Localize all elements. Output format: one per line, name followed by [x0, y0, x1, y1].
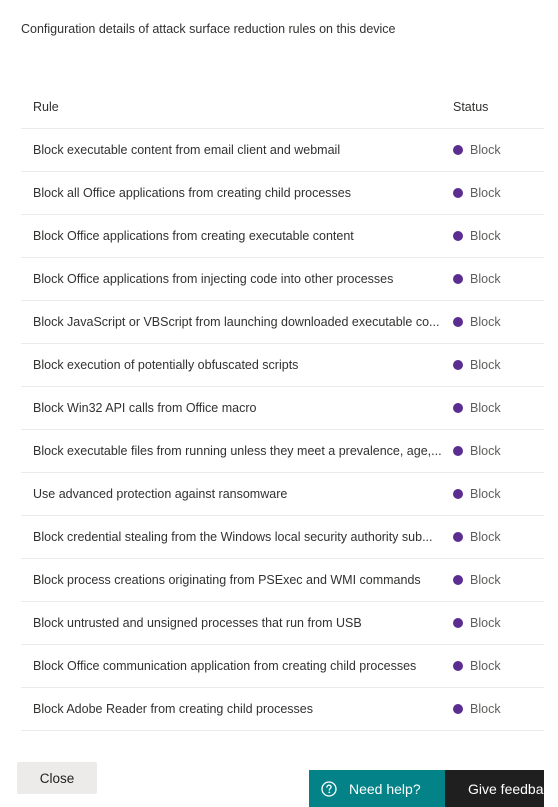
status-label: Block	[470, 401, 501, 415]
table-row[interactable]	[21, 301, 544, 344]
column-header-rule[interactable]: Rule	[33, 100, 59, 114]
rule-name-cell: Use advanced protection against ransomware	[33, 487, 288, 501]
status-label: Block	[470, 659, 501, 673]
table-row[interactable]	[21, 172, 544, 215]
table-row[interactable]	[21, 645, 544, 688]
status-dot-icon	[453, 446, 463, 456]
status-cell	[441, 659, 544, 673]
status-dot-icon	[453, 403, 463, 413]
status-cell	[441, 358, 544, 372]
table-row[interactable]	[21, 688, 544, 731]
rule-name-cell: Block executable content from email client and webmail	[33, 143, 341, 157]
status-label: Block	[470, 530, 501, 544]
rule-name-cell: Block Office applications from injecting code into other processes	[33, 272, 394, 286]
status-label: Block	[470, 702, 501, 716]
need-help-label: Need help?	[349, 780, 421, 797]
table-row[interactable]	[21, 602, 544, 645]
status-cell	[441, 272, 544, 286]
table-row[interactable]	[21, 258, 544, 301]
status-label: Block	[470, 315, 501, 329]
rule-name-cell: Block Office communication application from creating child processes	[33, 659, 417, 673]
column-header-status[interactable]: Status	[453, 100, 489, 114]
rule-name-cell: Block all Office applications from creating child processes	[33, 186, 351, 200]
status-dot-icon	[453, 274, 463, 284]
status-cell	[441, 573, 544, 587]
status-label: Block	[470, 143, 501, 157]
status-label: Block	[470, 272, 501, 286]
status-dot-icon	[453, 231, 463, 241]
status-cell	[441, 315, 544, 329]
rule-name-cell: Block JavaScript or VBScript from launching downloaded executable co...	[33, 315, 440, 329]
rule-name-cell: Block credential stealing from the Windows local security authority sub...	[33, 530, 433, 544]
rule-name-cell: Block process creations originating from PSExec and WMI commands	[33, 573, 421, 587]
asr-rules-table	[21, 86, 544, 731]
rule-name-cell: Block execution of potentially obfuscated scripts	[33, 358, 299, 372]
table-body	[21, 129, 544, 731]
table-row[interactable]	[21, 516, 544, 559]
rule-name-cell: Block Office applications from creating executable content	[33, 229, 354, 243]
close-button[interactable]: Close	[17, 762, 97, 794]
give-feedback-button[interactable]	[445, 770, 558, 807]
status-label: Block	[470, 358, 501, 372]
need-help-button[interactable]	[309, 770, 445, 807]
status-cell	[441, 702, 544, 716]
question-circle-icon	[321, 781, 337, 797]
status-dot-icon	[453, 532, 463, 542]
status-cell	[441, 530, 544, 544]
status-cell	[441, 143, 544, 157]
status-cell	[441, 487, 544, 501]
rule-name-cell: Block executable files from running unless they meet a prevalence, age,...	[33, 444, 442, 458]
status-dot-icon	[453, 575, 463, 585]
table-row[interactable]	[21, 473, 544, 516]
table-row[interactable]	[21, 559, 544, 602]
status-cell	[441, 229, 544, 243]
status-label: Block	[470, 186, 501, 200]
give-feedback-label: Give feedback	[468, 780, 558, 797]
status-dot-icon	[453, 618, 463, 628]
status-dot-icon	[453, 704, 463, 714]
rule-name-cell: Block Adobe Reader from creating child processes	[33, 702, 314, 716]
table-header	[21, 86, 544, 129]
status-label: Block	[470, 487, 501, 501]
rule-name-cell: Block Win32 API calls from Office macro	[33, 401, 257, 415]
status-cell	[441, 444, 544, 458]
status-label: Block	[470, 229, 501, 243]
status-cell	[441, 616, 544, 630]
status-dot-icon	[453, 661, 463, 671]
table-row[interactable]	[21, 344, 544, 387]
table-row[interactable]	[21, 215, 544, 258]
status-cell	[441, 186, 544, 200]
status-dot-icon	[453, 489, 463, 499]
status-dot-icon	[453, 317, 463, 327]
status-cell	[441, 401, 544, 415]
panel-description: Configuration details of attack surface reduction rules on this device	[21, 22, 396, 36]
table-row[interactable]	[21, 129, 544, 172]
status-dot-icon	[453, 145, 463, 155]
table-row[interactable]	[21, 387, 544, 430]
status-label: Block	[470, 573, 501, 587]
status-dot-icon	[453, 360, 463, 370]
table-row[interactable]	[21, 430, 544, 473]
status-label: Block	[470, 444, 501, 458]
status-dot-icon	[453, 188, 463, 198]
rule-name-cell: Block untrusted and unsigned processes that run from USB	[33, 616, 362, 630]
status-label: Block	[470, 616, 501, 630]
